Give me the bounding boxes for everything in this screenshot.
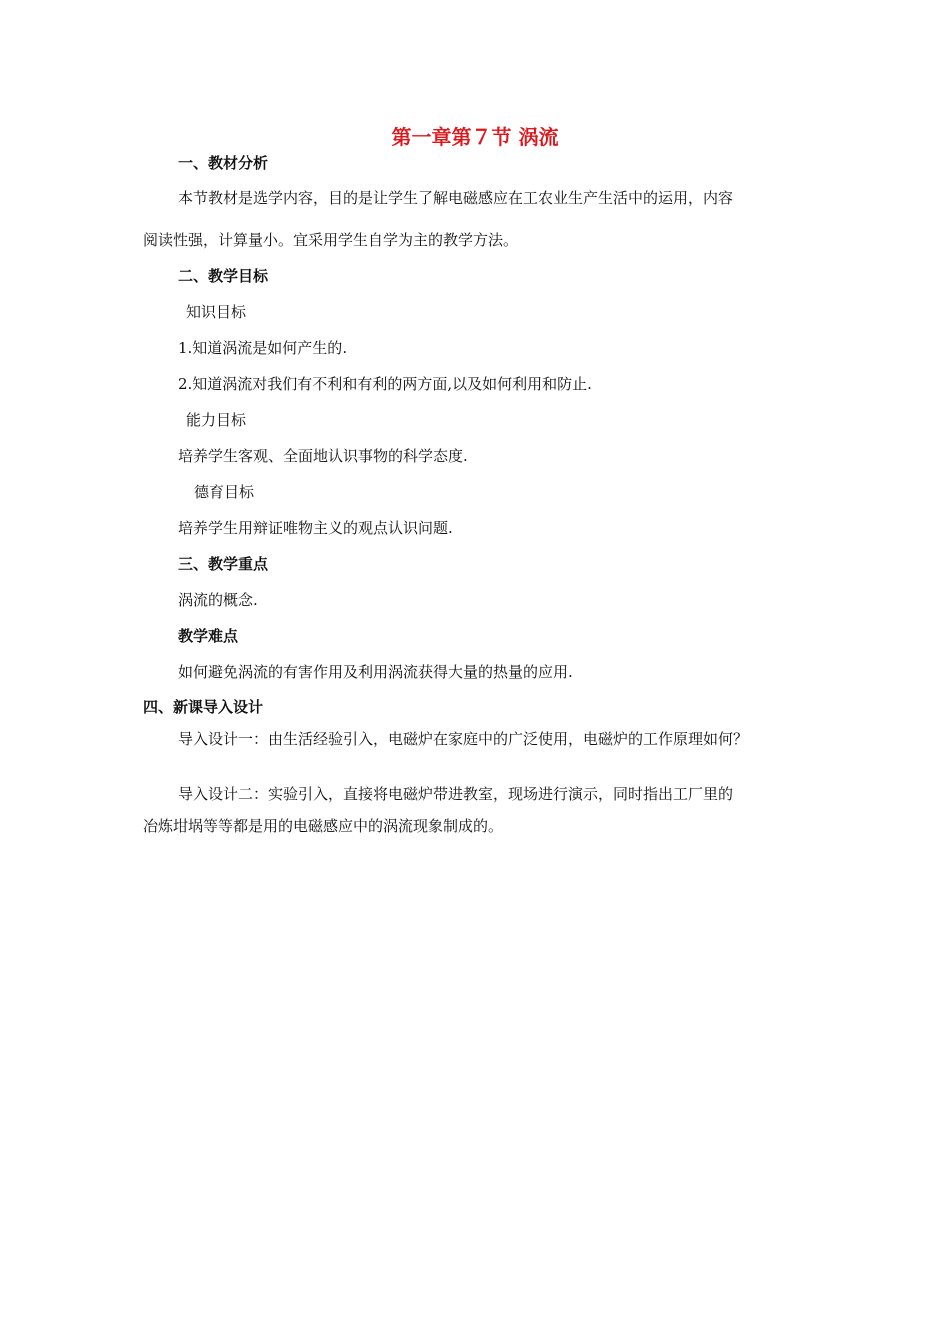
paragraph-line: 培养学生用辩证唯物主义的观点认识问题. — [178, 519, 453, 537]
section-heading-teaching-goals: 二、教学目标 — [178, 267, 269, 285]
paragraph-line: 导入设计一：由生活经验引入，电磁炉在家庭中的广泛使用，电磁炉的工作原理如何？ — [178, 730, 749, 748]
section-heading-textbook-analysis: 一、教材分析 — [178, 154, 269, 172]
paragraph-line: 培养学生客观、全面地认识事物的科学态度. — [178, 447, 468, 465]
paragraph-line: 阅读性强，计算量小。宜采用学生自学为主的教学方法。 — [143, 231, 519, 249]
document-title: 第一章第７节 涡流 — [391, 125, 559, 149]
list-item: 2.知道涡流对我们有不利和有利的两方面,以及如何利用和防止. — [178, 375, 592, 393]
paragraph-line: 如何避免涡流的有害作用及利用涡流获得大量的热量的应用. — [178, 663, 573, 681]
paragraph-line: 冶炼坩埚等等都是用的电磁感应中的涡流现象制成的。 — [143, 817, 504, 835]
section-heading-key-points: 三、教学重点 — [178, 555, 269, 573]
paragraph-line: 涡流的概念. — [178, 591, 258, 609]
paragraph-line: 本节教材是选学内容，目的是让学生了解电磁感应在工农业生产生活中的运用，内容 — [178, 189, 734, 207]
subheading-difficulties: 教学难点 — [178, 627, 239, 645]
subheading-ability-goals: 能力目标 — [186, 411, 247, 429]
subheading-moral-goals: 德育目标 — [194, 483, 255, 501]
subheading-knowledge-goals: 知识目标 — [186, 303, 247, 321]
section-heading-lesson-intro: 四、新课导入设计 — [143, 698, 264, 716]
list-item: 1.知道涡流是如何产生的. — [178, 339, 348, 357]
paragraph-line: 导入设计二：实验引入，直接将电磁炉带进教室，现场进行演示，同时指出工厂里的 — [178, 785, 734, 803]
